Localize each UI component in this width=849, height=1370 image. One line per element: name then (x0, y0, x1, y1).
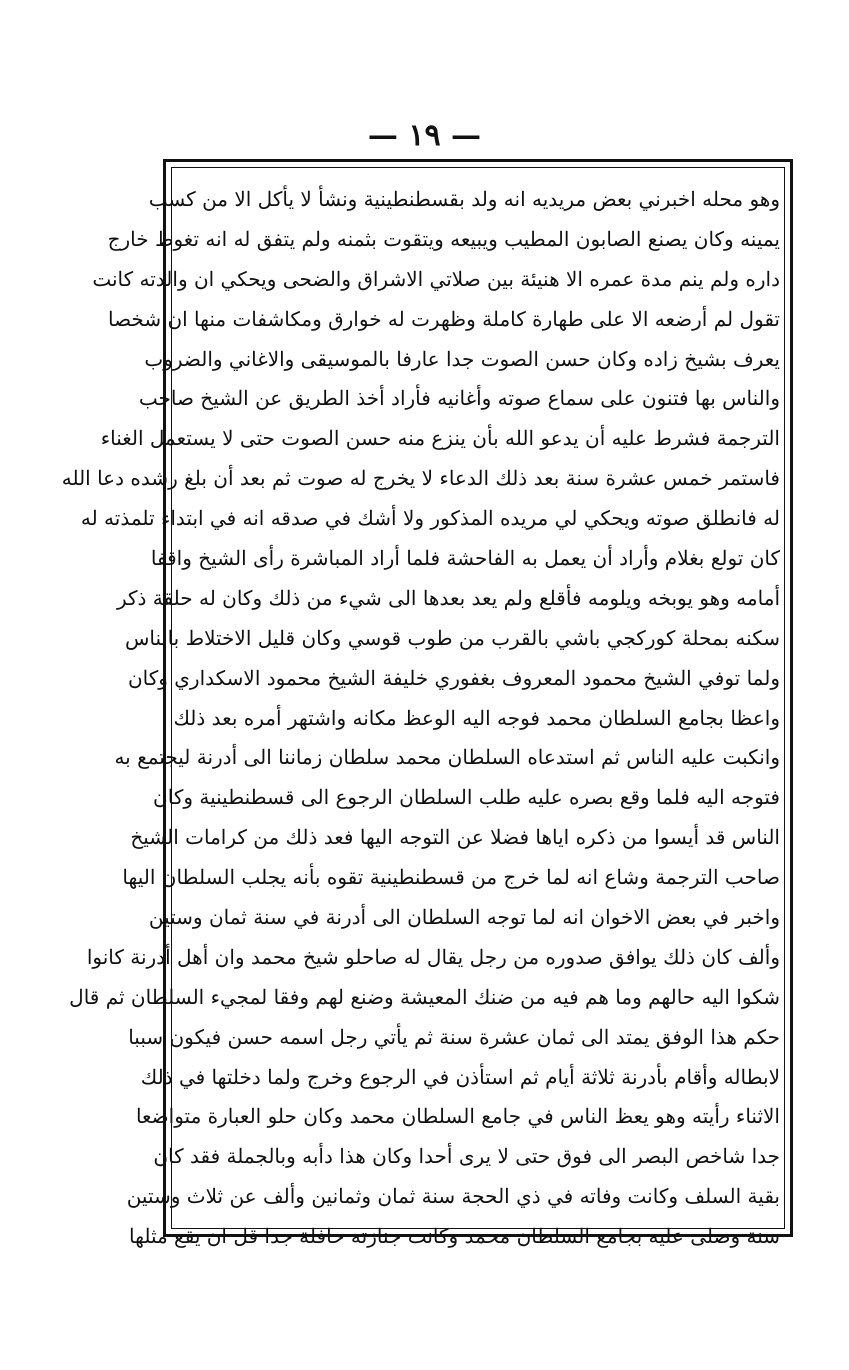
text-line: داره ولم ينم مدة عمره الا هنيئة بين صلاتي الاشراق والضحى ويحكي ان والدته كانت (92, 266, 780, 291)
text-line: أمامه وهو يوبخه ويلومه فأقلع ولم يعد بعدها الى شيء من ذلك وكان له حلقة ذكر (116, 585, 780, 610)
text-line: وهو محله اخبرني بعض مريديه انه ولد بقسطنطينية ونشأ لا يأكل الا من كسب (148, 187, 780, 211)
text-line: وألف كان ذلك يوافق صدوره من رجل يقال له صاحلو شيخ محمد وان أهل أدرنة كانوا (86, 944, 780, 969)
text-line: واخبر في بعض الاخوان انه لما توجه السلطان الى أدرنة في سنة ثمان وستين (148, 905, 780, 930)
page-number: — ١٩ — (367, 118, 482, 153)
text-line: يعرف بشيخ زاده وكان حسن الصوت جدا عارفا بالموسيقى والاغاني والضروب (144, 346, 780, 371)
text-line: تقول لم أرضعه الا على طهارة كاملة وظهرت له خوارق ومكاشفات منها ان شخصا (107, 306, 780, 331)
text-line: لابطاله وأقام بأدرنة ثلاثة أيام ثم استأذن في الرجوع وخرج ولما دخلتها في ذلك (140, 1064, 780, 1089)
text-line: والناس بها فتنون على سماع صوته وأغانيه فأراد أخذ الطريق عن الشيخ صاحب (138, 386, 780, 411)
text-line: فتوجه اليه فلما وقع بصره عليه طلب السلطان الرجوع الى قسطنطينية وكان (153, 785, 780, 810)
text-line: الناس قد أيسوا من ذكره اياها فضلا عن التوجه اليها فعد ذلك من كرامات الشيخ (130, 825, 780, 850)
text-line: له فانطلق صوته ويحكي لي مريده المذكور ولا أشك في صدقه انه في ابتداء تلمذته له (80, 506, 780, 531)
text-line: جدا شاخص البصر الى فوق حتى لا يرى أحدا وكان هذا دأبه وبالجملة فقد كان (153, 1144, 780, 1169)
text-line: فاستمر خمس عشرة سنة بعد ذلك الدعاء لا يخرج له صوت ثم بعد أن بلغ رشده دعا الله (61, 466, 780, 491)
text-line: الترجمة فشرط عليه أن يدعو الله بأن ينزع منه حسن الصوت حتى لا يستعمل الغناء (100, 426, 780, 451)
text-line: يمينه وكان يصنع الصابون المطيب ويبيعه ويتقوت بثمنه ولم يتفق له انه تغوط خارج (107, 226, 780, 251)
text-line: الاثناء رأيته وهو يعظ الناس في جامع السلطان محمد وكان حلو العبارة متواضعا (135, 1104, 780, 1129)
text-line: كان تولع بغلام وأراد أن يعمل به الفاحشة فلما أراد المباشرة رأى الشيخ واقفا (150, 546, 780, 571)
text-line: شكوا اليه حالهم وما هم فيه من ضنك المعيشة وضنع لهم وفقا لمجيء السلطان ثم قال (69, 984, 780, 1009)
text-line: بقية السلف وكانت وفاته في ذي الحجة سنة ثمان وثمانين وألف عن ثلاث وستين (126, 1184, 780, 1209)
text-line: سنة وصلى عليه بجامع السلطان محمد وكانت جنازته حافلة جدا قل ان يقع مثلها (129, 1224, 780, 1249)
text-line: ولما توفي الشيخ محمود المعروف بغفوري خليفة الشيخ محمود الاسكداري وكان (127, 665, 780, 690)
text-line: وانكبت عليه الناس ثم استدعاه السلطان محمد سلطان زماننا الى أدرنة ليجتمع به (114, 745, 780, 770)
text-line: حكم هذا الوفق يمتد الى ثمان عشرة سنة ثم يأتي رجل اسمه حسن فيكون سببا (128, 1024, 780, 1049)
text-line: واعظا بجامع السلطان محمد فوجه اليه الوعظ مكانه واشتهر أمره بعد ذلك (173, 705, 780, 730)
text-line: سكنه بمحلة كوركجي باشي بالقرب من طوب قوسي وكان قليل الاختلاط بالناس (124, 625, 780, 650)
text-line: صاحب الترجمة وشاع انه لما خرج من قسطنطينية تقوه بأنه يجلب السلطان اليها (122, 865, 780, 890)
body-text (61, 180, 780, 1257)
